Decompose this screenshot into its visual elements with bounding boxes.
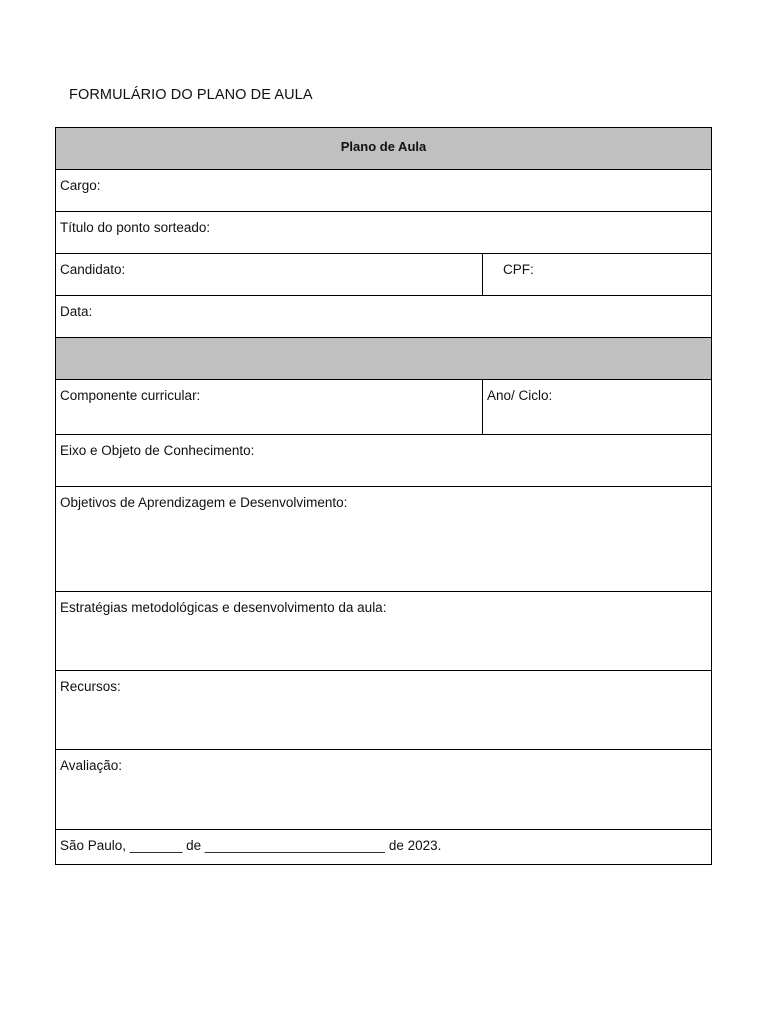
avaliacao-row bbox=[56, 750, 711, 830]
candidato-row bbox=[56, 254, 711, 296]
candidato-field[interactable]: Candidato: bbox=[60, 262, 126, 277]
recursos-row bbox=[56, 671, 711, 750]
signature-row bbox=[56, 830, 711, 864]
eixo-field[interactable]: Eixo e Objeto de Conhecimento: bbox=[60, 443, 255, 458]
form-header: Plano de Aula bbox=[340, 139, 427, 154]
objetivos-field[interactable]: Objetivos de Aprendizagem e Desenvolvimento: bbox=[60, 495, 348, 510]
document-title: FORMULÁRIO DO PLANO DE AULA bbox=[69, 87, 313, 103]
section-divider bbox=[56, 338, 711, 379]
lesson-plan-form bbox=[55, 127, 712, 865]
avaliacao-field[interactable]: Avaliação: bbox=[60, 758, 123, 773]
cpf-field[interactable]: CPF: bbox=[482, 254, 711, 295]
form-header-row bbox=[56, 128, 711, 170]
data-field[interactable]: Data: bbox=[60, 304, 93, 319]
cargo-row bbox=[56, 170, 711, 212]
estrategias-row bbox=[56, 592, 711, 671]
eixo-row bbox=[56, 435, 711, 487]
ano-ciclo-field[interactable]: Ano/ Ciclo: bbox=[482, 380, 711, 434]
cargo-field[interactable]: Cargo: bbox=[60, 178, 101, 193]
componente-field[interactable]: Componente curricular: bbox=[60, 388, 201, 403]
titulo-field[interactable]: Título do ponto sorteado: bbox=[60, 220, 211, 235]
titulo-row bbox=[56, 212, 711, 254]
data-row bbox=[56, 296, 711, 338]
signature-line: São Paulo, _______ de ________________________ de 2023. bbox=[60, 838, 442, 853]
estrategias-field[interactable]: Estratégias metodológicas e desenvolvimento da aula: bbox=[60, 600, 387, 615]
objetivos-row bbox=[56, 487, 711, 592]
componente-row bbox=[56, 380, 711, 435]
recursos-field[interactable]: Recursos: bbox=[60, 679, 121, 694]
section-divider-row bbox=[56, 338, 711, 380]
